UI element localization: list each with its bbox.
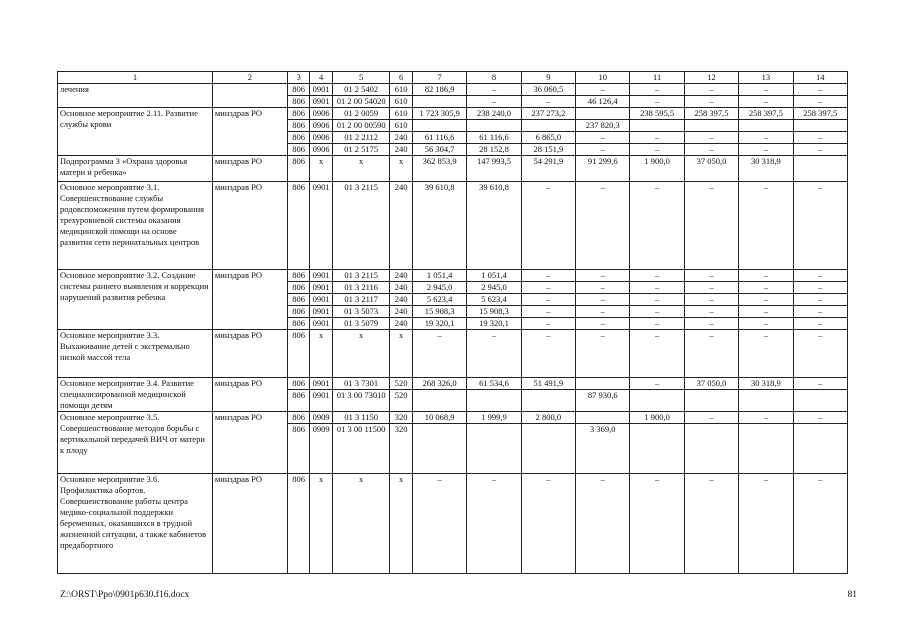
table-cell: 0909 [310, 424, 333, 474]
table-cell: – [793, 378, 847, 390]
table-cell [412, 424, 466, 474]
table-cell: 01 2 5402 [332, 84, 389, 96]
table-cell: 806 [287, 330, 310, 378]
header-cell: 6 [390, 72, 413, 84]
table-cell [630, 424, 684, 474]
table-cell: 15 908,3 [412, 306, 466, 318]
table-cell: х [390, 474, 413, 574]
table-cell: – [576, 306, 630, 318]
table-cell: 520 [390, 378, 413, 390]
table-cell: 240 [390, 294, 413, 306]
table-cell: 0906 [310, 144, 333, 156]
table-cell: – [793, 96, 847, 108]
table-cell: – [684, 132, 738, 144]
table-cell: 237 273,2 [521, 108, 575, 120]
table-cell: 39 610,8 [467, 182, 521, 270]
table-cell: – [630, 96, 684, 108]
table-cell: – [467, 96, 521, 108]
responsible: минздрав РО [212, 474, 287, 574]
table-cell: 147 993,5 [467, 156, 521, 182]
table-cell [521, 120, 575, 132]
table-cell: – [467, 84, 521, 96]
table-cell: 258 397,5 [684, 108, 738, 120]
table-cell [739, 120, 793, 132]
table-cell: – [630, 330, 684, 378]
table-cell: 0901 [310, 390, 333, 412]
table-cell: 01 2 00 00590 [332, 120, 389, 132]
table-cell: 806 [287, 378, 310, 390]
table-row [58, 474, 848, 574]
table-cell: 01 3 5073 [332, 306, 389, 318]
responsible: минздрав РО [212, 412, 287, 474]
table-cell: – [684, 96, 738, 108]
table-cell: – [739, 412, 793, 424]
table-cell: – [630, 474, 684, 574]
table-cell: 01 3 2117 [332, 294, 389, 306]
table-cell: – [576, 294, 630, 306]
table-cell: 3 369,0 [576, 424, 630, 474]
table-cell [684, 424, 738, 474]
table-cell: 0901 [310, 270, 333, 282]
table-cell: – [684, 306, 738, 318]
table-cell: х [332, 474, 389, 574]
table-cell: – [793, 318, 847, 330]
table-row [58, 270, 848, 282]
header-cell: 9 [521, 72, 575, 84]
responsible: минздрав РО [212, 330, 287, 378]
measure-name: Основное мероприятие 3.4. Развитие специализированной медицинской помощи детям [58, 378, 213, 412]
table-cell: – [684, 412, 738, 424]
table-cell: 240 [390, 144, 413, 156]
table-cell: – [739, 318, 793, 330]
table-cell: х [390, 156, 413, 182]
table-cell: 2 800,0 [521, 412, 575, 424]
table-cell: 51 491,9 [521, 378, 575, 390]
table-cell: 30 318,9 [739, 378, 793, 390]
table-cell: – [739, 144, 793, 156]
table-cell: 28 151,9 [521, 144, 575, 156]
table-cell: 01 3 00 11500 [332, 424, 389, 474]
table-cell [793, 156, 847, 182]
table-cell: 01 3 2115 [332, 270, 389, 282]
table-cell [630, 120, 684, 132]
table-cell: 61 116,6 [412, 132, 466, 144]
table-cell: 610 [390, 108, 413, 120]
table-cell: 610 [390, 96, 413, 108]
table-cell: 0906 [310, 120, 333, 132]
table-cell: 0901 [310, 378, 333, 390]
table-cell: – [630, 84, 684, 96]
table-cell: 806 [287, 390, 310, 412]
table-cell: 268 326,0 [412, 378, 466, 390]
header-cell: 3 [287, 72, 310, 84]
table-cell: 56 304,7 [412, 144, 466, 156]
table-cell: 28 152,8 [467, 144, 521, 156]
table-cell: 01 3 7301 [332, 378, 389, 390]
table-cell: 806 [287, 282, 310, 294]
table-cell: – [630, 294, 684, 306]
table-cell: – [793, 84, 847, 96]
table-cell: – [684, 474, 738, 574]
table-cell: – [793, 330, 847, 378]
table-cell: – [793, 144, 847, 156]
table-cell: 806 [287, 144, 310, 156]
table-cell: – [521, 282, 575, 294]
table-cell: – [793, 182, 847, 270]
table-cell [467, 390, 521, 412]
table-cell: – [739, 132, 793, 144]
measure-name: Подпрограмма 3 «Охрана здоровья матери и ребенка» [58, 156, 213, 182]
table-cell: – [793, 270, 847, 282]
table-cell: 1 723 305,9 [412, 108, 466, 120]
table-cell: 806 [287, 474, 310, 574]
table-cell: 1 051,4 [412, 270, 466, 282]
table-cell: – [793, 282, 847, 294]
measure-name: Основное мероприятие 3.2. Создание системы раннего выявления и коррекции нарушений развития ребенка [58, 270, 213, 330]
table-cell [793, 390, 847, 412]
table-cell: 54 291,9 [521, 156, 575, 182]
table-cell: 0901 [310, 96, 333, 108]
table-cell: 0901 [310, 306, 333, 318]
table-cell: – [576, 474, 630, 574]
measure-name: Основное мероприятие 2.11. Развитие службы крови [58, 108, 213, 156]
header-cell: 10 [576, 72, 630, 84]
responsible: минздрав РО [212, 108, 287, 156]
table-cell: х [310, 474, 333, 574]
table-cell: – [793, 306, 847, 318]
table-cell: – [467, 330, 521, 378]
table-cell [412, 390, 466, 412]
table-cell [793, 424, 847, 474]
table-cell: – [739, 96, 793, 108]
table-cell: 237 820,3 [576, 120, 630, 132]
table-cell [630, 390, 684, 412]
table-cell: 91 299,6 [576, 156, 630, 182]
header-cell: 13 [739, 72, 793, 84]
table-cell: х [332, 156, 389, 182]
table-cell: 806 [287, 84, 310, 96]
table-cell: 87 930,6 [576, 390, 630, 412]
responsible: минздрав РО [212, 156, 287, 182]
table-cell: 15 908,3 [467, 306, 521, 318]
table-cell: – [684, 84, 738, 96]
table-cell: 610 [390, 120, 413, 132]
table-cell: – [521, 294, 575, 306]
table-cell: 01 2 00 54020 [332, 96, 389, 108]
table-cell: – [576, 330, 630, 378]
header-cell: 2 [212, 72, 287, 84]
table-cell [739, 424, 793, 474]
table-cell [576, 412, 630, 424]
table-cell: 240 [390, 282, 413, 294]
table-cell: х [332, 330, 389, 378]
table-cell: – [576, 132, 630, 144]
table-cell: 82 186,9 [412, 84, 466, 96]
table-cell: – [576, 270, 630, 282]
table-cell: 0901 [310, 294, 333, 306]
table-cell: 520 [390, 390, 413, 412]
table-cell: 19 320,1 [412, 318, 466, 330]
header-cell: 7 [412, 72, 466, 84]
table-cell: 46 126,4 [576, 96, 630, 108]
table-cell: 240 [390, 318, 413, 330]
table-cell: – [576, 144, 630, 156]
table-cell: – [739, 294, 793, 306]
table-cell: 0909 [310, 412, 333, 424]
table-cell: 258 397,5 [793, 108, 847, 120]
table-row [58, 84, 848, 96]
table-row [58, 330, 848, 378]
table-cell: 01 2 0059 [332, 108, 389, 120]
table-cell: – [739, 330, 793, 378]
table-cell: – [739, 182, 793, 270]
table-cell: – [521, 306, 575, 318]
budget-table [57, 71, 848, 574]
table-cell: – [793, 132, 847, 144]
table-cell: 238 595,5 [630, 108, 684, 120]
table-cell [521, 390, 575, 412]
table-cell: 2 945,0 [412, 282, 466, 294]
table-cell: 806 [287, 412, 310, 424]
table-cell: 320 [390, 424, 413, 474]
table-cell: – [630, 132, 684, 144]
table-cell: – [576, 182, 630, 270]
table-cell: 806 [287, 96, 310, 108]
table-cell: 10 068,9 [412, 412, 466, 424]
table-cell: – [739, 306, 793, 318]
table-cell: 806 [287, 318, 310, 330]
table-row [58, 412, 848, 424]
table-cell [739, 390, 793, 412]
table-cell: 238 240,0 [467, 108, 521, 120]
table-cell [793, 120, 847, 132]
table-cell: – [521, 318, 575, 330]
table-cell [412, 96, 466, 108]
table-cell: – [793, 474, 847, 574]
table-cell: – [739, 282, 793, 294]
table-cell: – [684, 144, 738, 156]
table-cell: 610 [390, 84, 413, 96]
table-cell [576, 108, 630, 120]
table-cell: – [521, 330, 575, 378]
table-cell: 806 [287, 156, 310, 182]
table-cell: 806 [287, 424, 310, 474]
table-cell: 36 060,5 [521, 84, 575, 96]
table-cell: – [630, 182, 684, 270]
table-cell: – [684, 282, 738, 294]
table-cell: 01 3 2116 [332, 282, 389, 294]
table-cell: 0901 [310, 84, 333, 96]
table-cell: 1 999,9 [467, 412, 521, 424]
table-cell: 806 [287, 182, 310, 270]
table-cell: – [630, 270, 684, 282]
table-cell: – [576, 84, 630, 96]
table-cell: – [630, 282, 684, 294]
table-cell: – [521, 474, 575, 574]
table-cell: – [739, 270, 793, 282]
table-cell: 37 050,0 [684, 156, 738, 182]
header-cell: 4 [310, 72, 333, 84]
table-cell: – [739, 474, 793, 574]
header-cell: 8 [467, 72, 521, 84]
measure-name: Основное мероприятие 3.5. Совершенствование методов борьбы с вертикальной передачей ВИЧ от матери к плоду [58, 412, 213, 474]
table-cell: 1 900,0 [630, 156, 684, 182]
table-cell: 01 3 2115 [332, 182, 389, 270]
table-cell [467, 424, 521, 474]
table-cell [684, 120, 738, 132]
table-row [58, 156, 848, 182]
table-cell: 01 3 00 73010 [332, 390, 389, 412]
table-cell: 806 [287, 108, 310, 120]
table-cell: 2 945,0 [467, 282, 521, 294]
table-cell: 19 320,1 [467, 318, 521, 330]
table-cell: 01 3 1150 [332, 412, 389, 424]
table-cell: 01 3 5079 [332, 318, 389, 330]
table-cell: 61 534,6 [467, 378, 521, 390]
table-cell [521, 424, 575, 474]
measure-name: Основное мероприятие 3.1. Совершенствование службы родовспоможения путем формирования трехуровневой системы оказания медицинской помощи на основе развития сети перинатальных центров [58, 182, 213, 270]
table-cell: 0906 [310, 132, 333, 144]
table-cell: – [684, 318, 738, 330]
table-cell: 806 [287, 270, 310, 282]
table-cell: 806 [287, 306, 310, 318]
table-cell: – [739, 84, 793, 96]
table-cell: 362 853,9 [412, 156, 466, 182]
table-cell: – [793, 412, 847, 424]
table-cell: – [576, 282, 630, 294]
header-cell: 11 [630, 72, 684, 84]
header-cell: 1 [58, 72, 213, 84]
page-number: 81 [847, 590, 857, 600]
measure-name: Основное мероприятие 3.6. Профилактика абортов. Совершенствование работы центра медико-социальной поддержки беременных, оказавшихся в трудной жизненной ситуации, а также кабинетов предабортного [58, 474, 213, 574]
table-cell: 240 [390, 132, 413, 144]
table-cell: 240 [390, 270, 413, 282]
table-cell: х [310, 156, 333, 182]
table-cell: – [576, 318, 630, 330]
table-cell: 806 [287, 120, 310, 132]
table-cell: – [684, 294, 738, 306]
table-cell: 806 [287, 294, 310, 306]
table-cell: 240 [390, 306, 413, 318]
table-cell: – [630, 318, 684, 330]
table-cell: 0901 [310, 282, 333, 294]
table-cell [684, 390, 738, 412]
table-cell [576, 378, 630, 390]
file-path: Z:\ORST\Ppo\0901p630.f16.docx [60, 590, 190, 600]
table-cell: – [684, 270, 738, 282]
table-cell: 320 [390, 412, 413, 424]
table-cell: – [630, 306, 684, 318]
table-cell: 5 623,4 [412, 294, 466, 306]
table-cell: – [793, 294, 847, 306]
table-cell: 806 [287, 132, 310, 144]
table-cell: 1 051,4 [467, 270, 521, 282]
table-cell: 0906 [310, 108, 333, 120]
header-cell: 12 [684, 72, 738, 84]
table-cell: 39 610,8 [412, 182, 466, 270]
table-cell: 61 116,6 [467, 132, 521, 144]
table-cell: 1 900,0 [630, 412, 684, 424]
table-cell: х [390, 330, 413, 378]
table-cell: – [521, 182, 575, 270]
header-cell: 5 [332, 72, 389, 84]
table-cell: 240 [390, 182, 413, 270]
table-cell: – [467, 474, 521, 574]
responsible: минздрав РО [212, 270, 287, 330]
table-cell: 01 2 5175 [332, 144, 389, 156]
table-cell: 0901 [310, 182, 333, 270]
table-cell: – [521, 270, 575, 282]
table-cell: х [310, 330, 333, 378]
table-cell: – [521, 96, 575, 108]
table-cell: 0901 [310, 318, 333, 330]
table-cell: 01 2 2112 [332, 132, 389, 144]
header-row [58, 72, 848, 84]
table-row [58, 378, 848, 390]
table-cell: 5 623,4 [467, 294, 521, 306]
table-cell: – [412, 474, 466, 574]
table-cell [467, 120, 521, 132]
responsible [212, 84, 287, 108]
table-cell: 6 865,0 [521, 132, 575, 144]
table-cell: 30 318,9 [739, 156, 793, 182]
measure-name: Основное мероприятие 3.3. Выхаживание детей с экстремально низкой массой тела [58, 330, 213, 378]
measure-name: лечения [58, 84, 213, 108]
header-cell: 14 [793, 72, 847, 84]
table-cell: 37 050,0 [684, 378, 738, 390]
table-row [58, 108, 848, 120]
table-cell: 258 397,5 [739, 108, 793, 120]
responsible: минздрав РО [212, 378, 287, 412]
table-cell: – [412, 330, 466, 378]
table-row [58, 182, 848, 270]
table-cell: – [684, 330, 738, 378]
table-cell: – [630, 378, 684, 390]
table-cell: – [684, 182, 738, 270]
table-cell: – [630, 144, 684, 156]
table-cell [412, 120, 466, 132]
responsible: минздрав РО [212, 182, 287, 270]
